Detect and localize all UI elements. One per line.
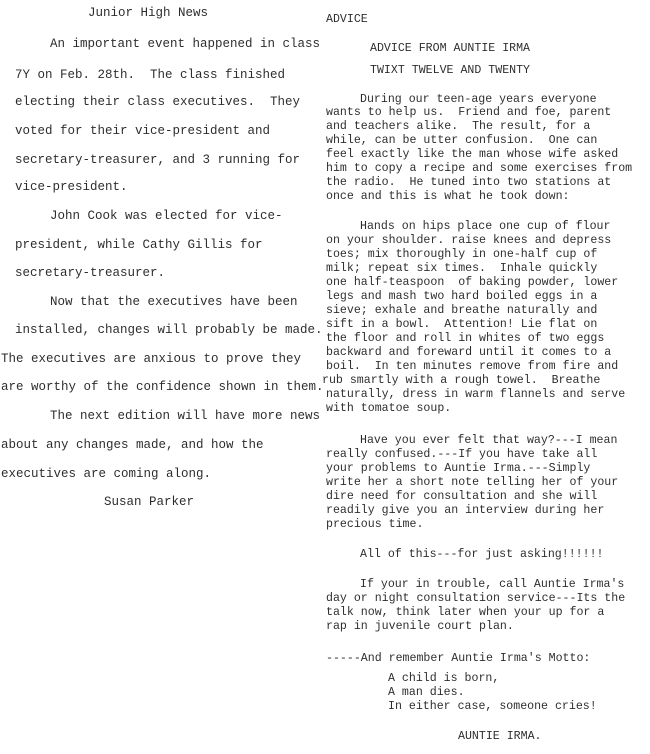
advice-subtitle: TWIXT TWELVE AND TWENTY [370, 64, 531, 77]
paragraph-line: sieve; exhale and breathe naturally and [326, 304, 598, 317]
paragraph-line: rub smartly with a rough towel. Breathe [322, 374, 601, 387]
paragraph-line: boil. In ten minutes remove from fire and [326, 360, 619, 373]
paragraph-line: and teachers alike. The result, for a [326, 120, 591, 133]
paragraph-line: day or night consultation service---Its the [326, 592, 626, 605]
motto-line: In either case, someone cries! [388, 700, 597, 713]
article-line: president, while Cathy Gillis for [15, 238, 263, 252]
motto-intro: -----And remember Auntie Irma's Motto: [326, 652, 591, 665]
paragraph-line: readily give you an interview during her [326, 504, 605, 517]
paragraph-line: one half-teaspoon of baking powder, lower [326, 276, 619, 289]
signoff: AUNTIE IRMA. [458, 730, 542, 743]
article-line: are worthy of the confidence shown in them. [1, 380, 324, 394]
paragraph-line: with tomatoe soup. [326, 402, 452, 415]
section-label: ADVICE [326, 13, 368, 26]
paragraph-line: Hands on hips place one cup of flour [360, 220, 611, 233]
advice-title: ADVICE FROM AUNTIE IRMA [370, 42, 531, 55]
paragraph-line: him to copy a recipe and some exercises from [326, 162, 633, 175]
paragraph-line: talk now, think later when your up for a [326, 606, 605, 619]
article-line: electing their class executives. They [15, 95, 301, 109]
paragraph-line: your problems to Auntie Irma.---Simply [326, 462, 591, 475]
article-line: secretary-treasurer. [15, 266, 166, 280]
article-line: about any changes made, and how the [1, 438, 264, 452]
paragraph-line: precious time. [326, 518, 424, 531]
article-line: executives are coming along. [1, 467, 212, 481]
paragraph-line: naturally, dress in warm flannels and serve [326, 388, 626, 401]
paragraph-line: milk; repeat six times. Inhale quickly [326, 262, 598, 275]
article-line: The next edition will have more news [50, 409, 321, 423]
paragraph-line: legs and mash two hard boiled eggs in a [326, 290, 598, 303]
paragraph-line: Have you ever felt that way?---I mean [360, 434, 618, 447]
column-heading: Junior High News [88, 6, 209, 20]
paragraph-line: the radio. He tuned into two stations at [326, 176, 612, 189]
paragraph-line: while, can be utter confusion. One can [326, 134, 598, 147]
paragraph-line: During our teen-age years everyone [360, 93, 597, 106]
author-signature: Susan Parker [104, 495, 195, 509]
article-line: The executives are anxious to prove they [1, 352, 302, 366]
article-line: John Cook was elected for vice- [50, 209, 283, 223]
paragraph-line: wants to help us. Friend and foe, parent [326, 106, 612, 119]
paragraph-line: on your shoulder. raise knees and depress [326, 234, 612, 247]
paragraph-line: rap in juvenile court plan. [326, 620, 514, 633]
paragraph-line: once and this is what he took down: [326, 190, 570, 203]
paragraph-line: toes; mix thoroughly in one-half cup of [326, 248, 598, 261]
paragraph-line: sift in a bowl. Attention! Lie flat on [326, 318, 598, 331]
motto-line: A child is born, [388, 672, 500, 685]
paragraph-line: If your in trouble, call Auntie Irma's [360, 578, 625, 591]
article-line: Now that the executives have been [50, 295, 298, 309]
article-line: voted for their vice-president and [15, 124, 271, 138]
paragraph-line: backward and foreward until it comes to a [326, 346, 612, 359]
article-line: secretary-treasurer, and 3 running for [15, 153, 301, 167]
paragraph-line: really confused.---If you have take all [326, 448, 598, 461]
motto-line: A man dies. [388, 686, 465, 699]
exclaim-line: All of this---for just asking!!!!!! [360, 548, 604, 561]
paragraph-line: feel exactly like the man whose wife asked [326, 148, 619, 161]
article-line: 7Y on Feb. 28th. The class finished [15, 68, 286, 82]
article-line: installed, changes will probably be made. [15, 323, 323, 337]
paragraph-line: dire need for consultation and she will [326, 490, 598, 503]
article-line: An important event happened in class [50, 37, 321, 51]
paragraph-line: the floor and roll in whites of two eggs [326, 332, 605, 345]
paragraph-line: write her a short note telling her of your [326, 476, 619, 489]
article-line: vice-president. [15, 180, 128, 194]
